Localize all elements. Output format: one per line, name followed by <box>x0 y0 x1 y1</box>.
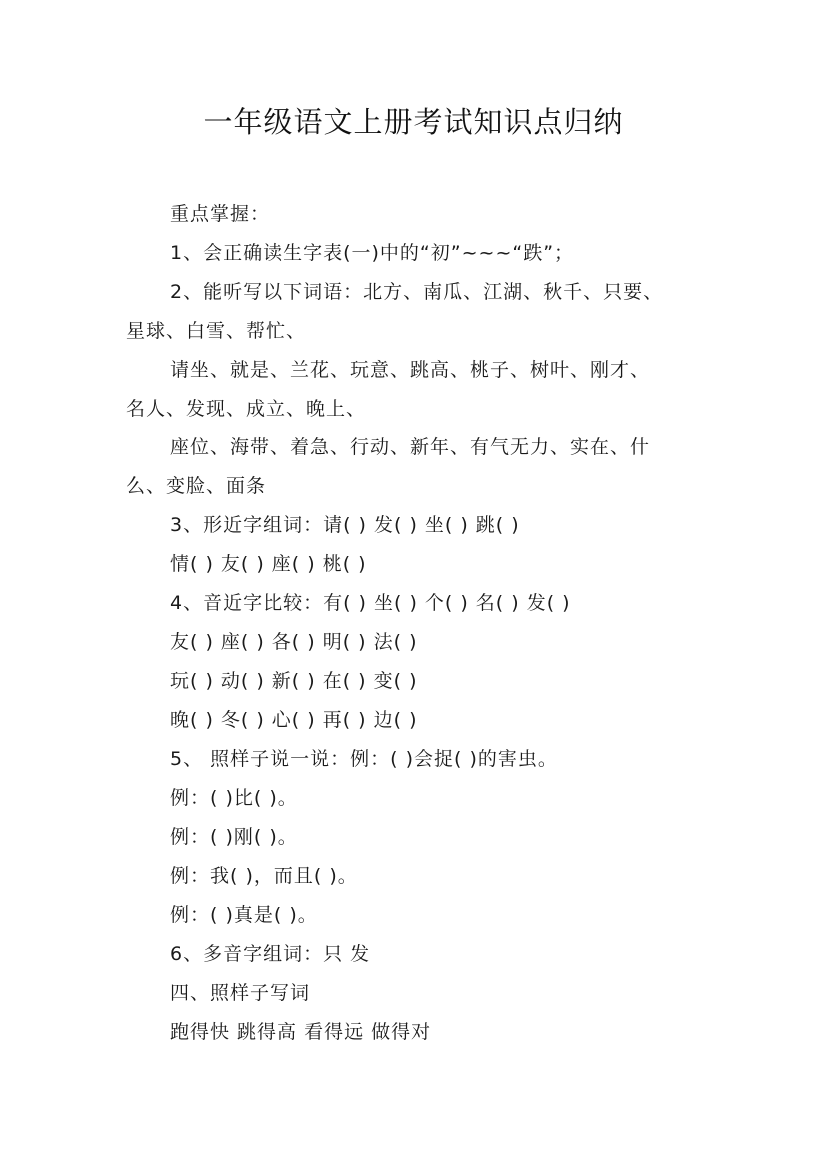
text-line-item-3: 3、形近字组词：请( ) 发( ) 坐( ) 跳( ) <box>170 514 520 536</box>
section-heading-key-points: 重点掌握： <box>170 203 271 225</box>
text-line-item-4-row-4: 晚( ) 冬( ) 心( ) 再( ) 边( ) <box>170 709 418 731</box>
text-line-example-1: 例：( )比( )。 <box>170 787 298 809</box>
text-line-item-2: 2、能听写以下词语：北方、南瓜、江湖、秋千、只要、 <box>170 281 664 303</box>
text-line-example-3: 例：我( )，而且( )。 <box>170 865 358 887</box>
text-line-item-4: 4、音近字比较：有( ) 坐( ) 个( ) 名( ) 发( ) <box>170 592 571 614</box>
text-line-item-6: 6、多音字组词：只 发 <box>170 943 371 965</box>
text-line-item-3-row-2: 情( ) 友( ) 座( ) 桃( ) <box>170 553 367 575</box>
text-line-words-3-cont: 么、变脸、面条 <box>126 475 267 497</box>
text-line-words-2-cont: 名人、发现、成立、晚上、 <box>126 398 367 420</box>
page-title: 一年级语文上册考试知识点归纳 <box>203 105 624 139</box>
text-line-example-2: 例：( )刚( )。 <box>170 826 298 848</box>
section-heading-write-words: 四、照样子写词 <box>170 982 311 1004</box>
text-line-example-4: 例：( )真是( )。 <box>170 904 318 926</box>
text-line-words-2: 请坐、就是、兰花、玩意、跳高、桃子、树叶、刚才、 <box>170 359 651 381</box>
text-line-item-4-row-2: 友( ) 座( ) 各( ) 明( ) 法( ) <box>170 631 418 653</box>
text-line-words-3: 座位、海带、着急、行动、新年、有气无力、实在、什 <box>170 436 651 458</box>
text-line-item-4-row-3: 玩( ) 动( ) 新( ) 在( ) 变( ) <box>170 670 418 692</box>
text-line-item-5: 5、 照样子说一说：例：( )会捉( )的害虫。 <box>170 748 558 770</box>
text-line-item-1: 1、会正确读生字表(一)中的“初”~~~“跌”； <box>170 242 575 264</box>
text-line-item-2-cont: 星球、白雪、帮忙、 <box>126 320 307 342</box>
text-line-word-examples: 跑得快 跳得高 看得远 做得对 <box>170 1021 432 1043</box>
